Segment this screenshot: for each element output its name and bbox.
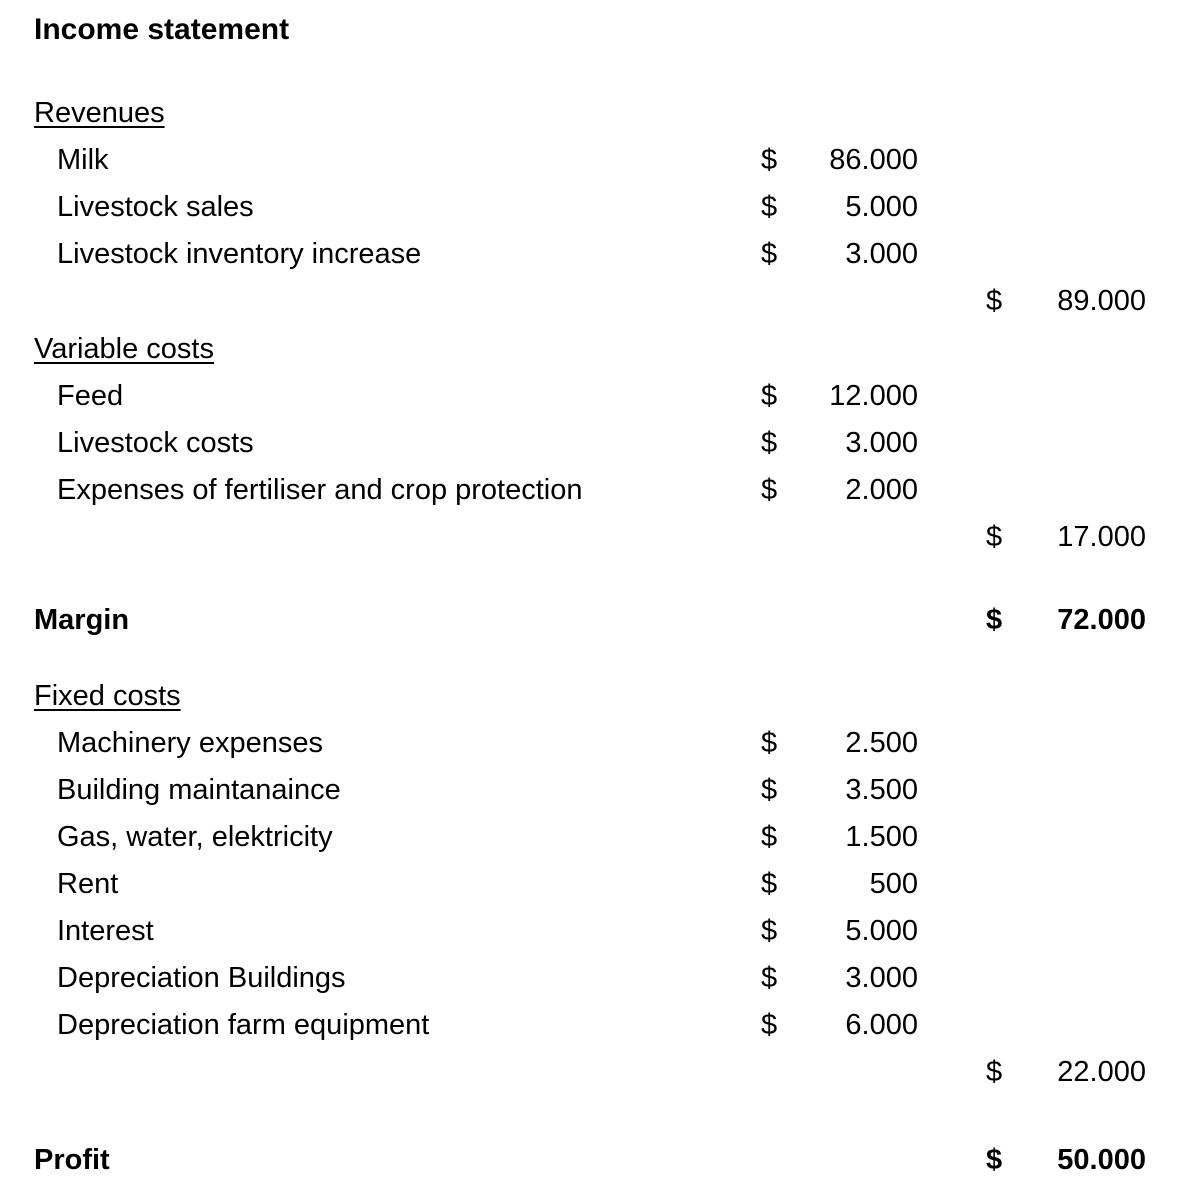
line-item-label: Gas, water, elektricity xyxy=(57,821,333,853)
line-item-row xyxy=(0,911,1177,951)
line-item-amount: 3.000 xyxy=(845,962,918,994)
line-item-row xyxy=(0,234,1177,274)
line-item-row xyxy=(0,470,1177,510)
revenues-subtotal: 89.000 xyxy=(1057,285,1146,317)
profit-amount: 50.000 xyxy=(1057,1144,1146,1176)
line-item-row xyxy=(0,864,1177,904)
line-item-row xyxy=(0,1005,1177,1045)
currency-symbol: $ xyxy=(761,474,778,506)
currency-symbol: $ xyxy=(986,1144,1003,1176)
profit-label: Profit xyxy=(34,1144,110,1176)
currency-symbol: $ xyxy=(761,427,778,459)
currency-symbol: $ xyxy=(761,915,778,947)
line-item-label: Depreciation Buildings xyxy=(57,962,346,994)
line-item-amount: 5.000 xyxy=(845,915,918,947)
currency-symbol: $ xyxy=(986,604,1003,636)
section-heading-variable-costs: Variable costs xyxy=(34,333,214,365)
line-item-amount: 500 xyxy=(869,868,918,900)
section-heading-fixed-costs: Fixed costs xyxy=(34,680,181,712)
variable-costs-subtotal-row xyxy=(0,517,1177,557)
fixed-costs-subtotal: 22.000 xyxy=(1057,1056,1146,1088)
currency-symbol: $ xyxy=(761,868,778,900)
margin-label: Margin xyxy=(34,604,130,636)
line-item-amount: 1.500 xyxy=(845,821,918,853)
margin-amount: 72.000 xyxy=(1057,604,1146,636)
revenues-subtotal-row xyxy=(0,281,1177,321)
currency-symbol: $ xyxy=(761,191,778,223)
line-item-amount: 2.000 xyxy=(845,474,918,506)
line-item-label: Building maintanaince xyxy=(57,774,341,806)
line-item-label: Machinery expenses xyxy=(57,727,323,759)
revenues-heading-row xyxy=(0,93,1177,133)
line-item-label: Livestock costs xyxy=(57,427,254,459)
currency-symbol: $ xyxy=(761,1009,778,1041)
line-item-row xyxy=(0,140,1177,180)
line-item-label: Interest xyxy=(57,915,154,947)
variable-costs-heading-row xyxy=(0,329,1177,369)
line-item-amount: 12.000 xyxy=(829,380,918,412)
profit-row xyxy=(0,1140,1177,1180)
currency-symbol: $ xyxy=(761,144,778,176)
page-title: Income statement xyxy=(34,13,290,46)
currency-symbol: $ xyxy=(761,774,778,806)
margin-row xyxy=(0,600,1177,640)
currency-symbol: $ xyxy=(761,962,778,994)
line-item-label: Feed xyxy=(57,380,124,412)
line-item-amount: 2.500 xyxy=(845,727,918,759)
line-item-row xyxy=(0,723,1177,763)
currency-symbol: $ xyxy=(761,821,778,853)
variable-costs-subtotal: 17.000 xyxy=(1057,521,1146,553)
currency-symbol: $ xyxy=(986,1056,1003,1088)
currency-symbol: $ xyxy=(761,238,778,270)
line-item-amount: 5.000 xyxy=(845,191,918,223)
fixed-costs-subtotal-row xyxy=(0,1052,1177,1092)
line-item-label: Rent xyxy=(57,868,119,900)
line-item-row xyxy=(0,958,1177,998)
currency-symbol: $ xyxy=(986,285,1003,317)
fixed-costs-heading-row xyxy=(0,676,1177,716)
line-item-amount: 6.000 xyxy=(845,1009,918,1041)
line-item-row xyxy=(0,376,1177,416)
currency-symbol: $ xyxy=(761,727,778,759)
line-item-amount: 86.000 xyxy=(829,144,918,176)
section-heading-revenues: Revenues xyxy=(34,97,165,129)
line-item-label: Livestock sales xyxy=(57,191,254,223)
line-item-row xyxy=(0,423,1177,463)
line-item-amount: 3.500 xyxy=(845,774,918,806)
line-item-amount: 3.000 xyxy=(845,238,918,270)
line-item-label: Milk xyxy=(57,144,109,176)
currency-symbol: $ xyxy=(761,380,778,412)
line-item-row xyxy=(0,817,1177,857)
line-item-amount: 3.000 xyxy=(845,427,918,459)
currency-symbol: $ xyxy=(986,521,1003,553)
line-item-row xyxy=(0,187,1177,227)
line-item-row xyxy=(0,770,1177,810)
line-item-label: Depreciation farm equipment xyxy=(57,1009,430,1041)
line-item-label: Expenses of fertiliser and crop protection xyxy=(57,474,583,506)
line-item-label: Livestock inventory increase xyxy=(57,238,422,270)
